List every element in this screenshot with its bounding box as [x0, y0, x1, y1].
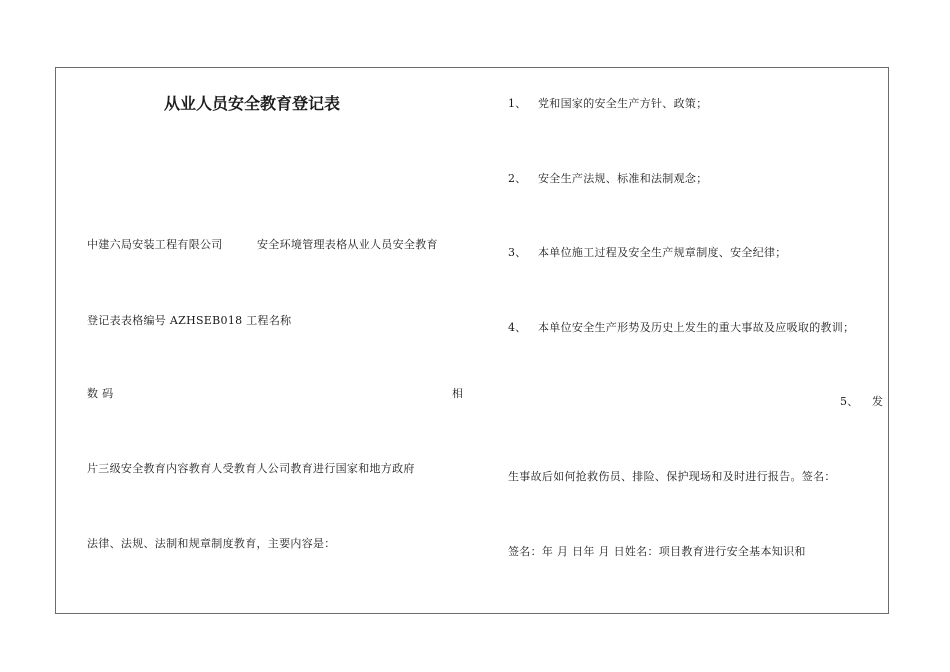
- photo-label-start: 相: [452, 387, 464, 400]
- form-category: 安全环境管理表格从业人员安全教育: [257, 238, 438, 251]
- item-2-number: 2、: [508, 172, 527, 185]
- item-5-continuation: 生事故后如何抢救伤员、排险、保护现场和及时进行报告。签名：: [508, 470, 836, 483]
- item-3-text: 本单位施工过程及安全生产规章制度、安全纪律；: [538, 246, 787, 259]
- item-4-number: 4、: [508, 321, 527, 334]
- item-4-text: 本单位安全生产形势及历史上发生的重大事故及应吸取的教训；: [538, 321, 855, 334]
- form-border: [55, 67, 889, 614]
- signature-date-line: 签名：年 月 日年 月 日姓名：项目教育进行安全基本知识和: [508, 545, 806, 558]
- form-title: 从业人员安全教育登记表: [164, 94, 341, 113]
- education-content-line: 片三级安全教育内容教育人受教育人公司教育进行国家和地方政府: [87, 462, 415, 475]
- form-number-line: 登记表表格编号 AZHSEB018 工程名称: [87, 314, 292, 327]
- item-2-text: 安全生产法规、标准和法制观念；: [538, 172, 708, 185]
- item-1-number: 1、: [508, 97, 527, 110]
- company-name: 中建六局安装工程有限公司: [87, 238, 223, 251]
- education-intro-line: 法律、法规、法制和规章制度教育，主要内容是：: [87, 537, 336, 550]
- item-3-number: 3、: [508, 246, 527, 259]
- digital-code-label: 数 码: [87, 387, 114, 400]
- item-5-text-start: 发: [872, 395, 884, 408]
- item-1-text: 党和国家的安全生产方针、政策；: [538, 97, 708, 110]
- item-5-number: 5、: [840, 395, 859, 408]
